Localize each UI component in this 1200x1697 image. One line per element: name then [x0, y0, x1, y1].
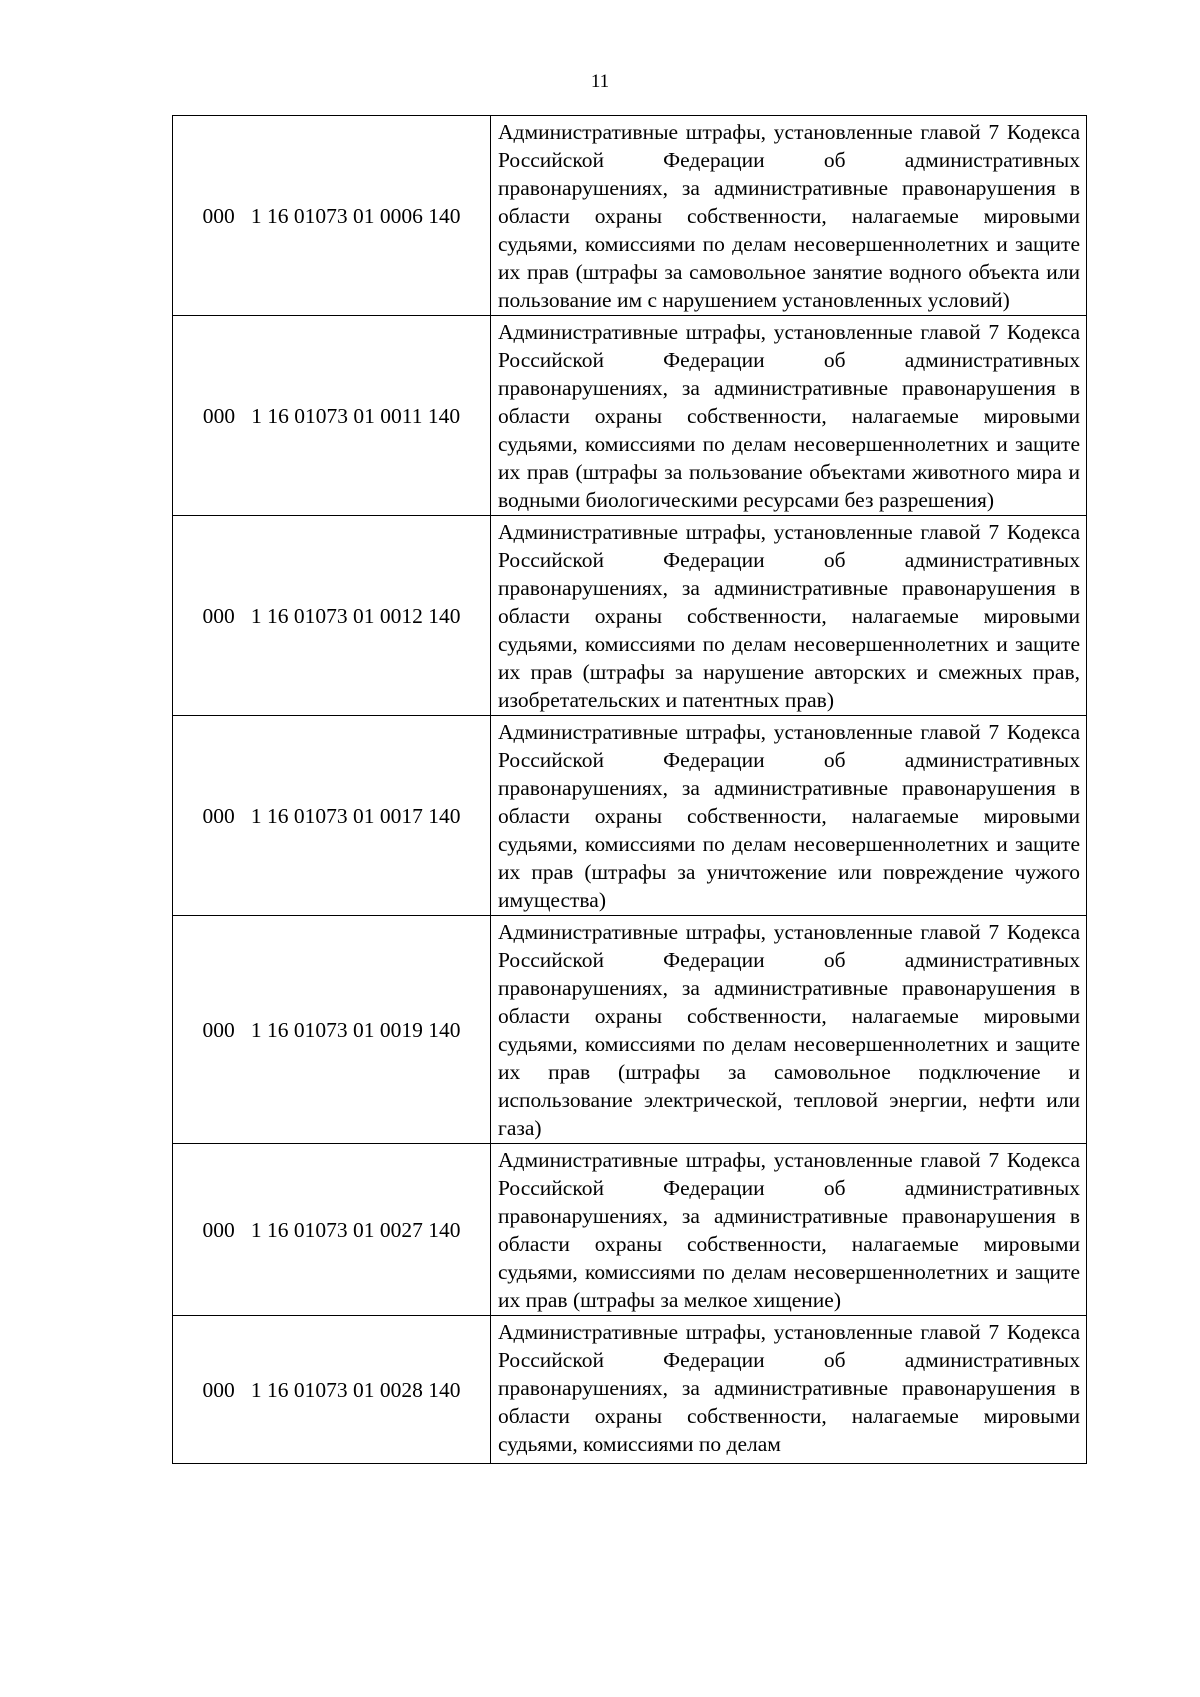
budget-code: 000 1 16 01073 01 0017 140 [173, 716, 491, 916]
description-text: Административные штрафы, установленные главой 7 Кодекса Российской Федерации об административных правонарушениях, за административные правонарушения в области охраны собственности, налагаемые мировыми судьями, комиссиями по делам несовершеннолетних и защите их прав (штрафы за уничтожение или повреждение чужого имущества) [498, 720, 1080, 912]
table-row [173, 716, 1087, 916]
description-text: Административные штрафы, установленные главой 7 Кодекса Российской Федерации об административных правонарушениях, за административные правонарушения в области охраны собственности, налагаемые мировыми судьями, комиссиями по делам несовершеннолетних и защите их прав (штрафы за мелкое хищение) [498, 1148, 1080, 1312]
table-row [173, 116, 1087, 316]
table-row [173, 916, 1087, 1144]
code-description [491, 1144, 1087, 1316]
budget-code: 000 1 16 01073 01 0019 140 [173, 916, 491, 1144]
table-row [173, 1316, 1087, 1464]
description-text: Административные штрафы, установленные главой 7 Кодекса Российской Федерации об административных правонарушениях, за административные правонарушения в области охраны собственности, налагаемые мировыми судьями, комиссиями по делам [498, 1320, 1080, 1456]
code-description [491, 716, 1087, 916]
description-text: Административные штрафы, установленные главой 7 Кодекса Российской Федерации об административных правонарушениях, за административные правонарушения в области охраны собственности, налагаемые мировыми судьями, комиссиями по делам несовершеннолетних и защите их прав (штрафы за самовольное занятие водного объекта или пользование им с нарушением установленных условий) [498, 120, 1080, 312]
description-text: Административные штрафы, установленные главой 7 Кодекса Российской Федерации об административных правонарушениях, за административные правонарушения в области охраны собственности, налагаемые мировыми судьями, комиссиями по делам несовершеннолетних и защите их прав (штрафы за пользование объектами животного мира и водными биологическими ресурсами без разрешения) [498, 320, 1080, 512]
budget-code: 000 1 16 01073 01 0006 140 [173, 116, 491, 316]
table-row [173, 1144, 1087, 1316]
code-description [491, 316, 1087, 516]
budget-code: 000 1 16 01073 01 0011 140 [173, 316, 491, 516]
description-text: Административные штрафы, установленные главой 7 Кодекса Российской Федерации об административных правонарушениях, за административные правонарушения в области охраны собственности, налагаемые мировыми судьями, комиссиями по делам несовершеннолетних и защите их прав (штрафы за нарушение авторских и смежных прав, изобретательских и патентных прав) [498, 520, 1080, 712]
budget-code: 000 1 16 01073 01 0012 140 [173, 516, 491, 716]
table-row [173, 516, 1087, 716]
code-description [491, 516, 1087, 716]
code-description [491, 116, 1087, 316]
budget-code: 000 1 16 01073 01 0028 140 [173, 1316, 491, 1464]
code-description [491, 916, 1087, 1144]
description-text: Административные штрафы, установленные главой 7 Кодекса Российской Федерации об административных правонарушениях, за административные правонарушения в области охраны собственности, налагаемые мировыми судьями, комиссиями по делам несовершеннолетних и защите их прав (штрафы за самовольное подключение и использование электрической, тепловой энергии, нефти или газа) [498, 920, 1080, 1140]
page-number: 11 [590, 71, 610, 92]
budget-codes-table [172, 115, 1087, 1464]
code-description [491, 1316, 1087, 1464]
budget-code: 000 1 16 01073 01 0027 140 [173, 1144, 491, 1316]
table-row [173, 316, 1087, 516]
